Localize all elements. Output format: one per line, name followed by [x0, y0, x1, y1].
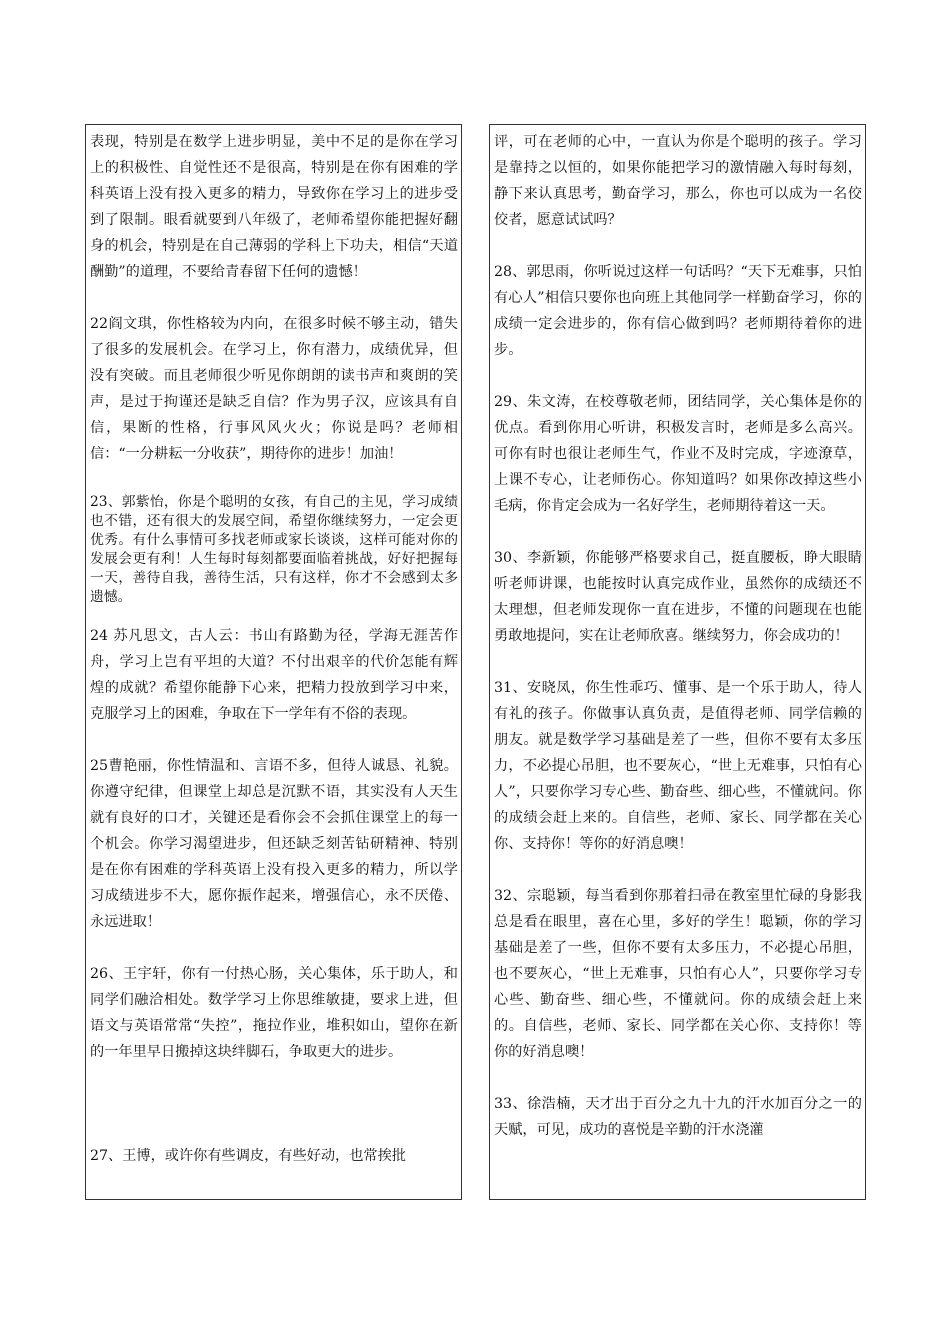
right-comment-column — [489, 124, 866, 1200]
paragraph-gap — [90, 285, 458, 311]
paragraph-gap — [494, 363, 862, 389]
comment-26: 26、王宇轩，你有一付热心肠，关心集体，乐于助人，和同学们融洽相处。数学学习上你思维敏捷，要求上进，但语文与英语常常“失控”，拖拉作业，堆积如山，望你在新的一年里早日搬掉这块绊脚石，争取更大的进步。 — [90, 966, 458, 1060]
paragraph-gap — [494, 1065, 862, 1091]
paragraph-gap — [494, 519, 862, 545]
comment-31: 31、安晓凤，你生性乖巧、懂事、是一个乐于助人，待人有礼的孩子。你做事认真负责，是值得老师、同学信赖的朋友。就是数学学习基础是差了一些，但你不要有太多压力，不必提心吊胆，也不要灰心，“世上无难事，只怕有心人”，只要你学习专心些、勤奋些、细心些，不懂就问。你的成绩会赶上来的。自信些，老师、家长、同学都在关心你、支持你！等你的好消息噢！ — [494, 680, 862, 852]
paragraph-gap — [90, 727, 458, 753]
comment-25: 25曹艳丽，你性情温和、言语不多，但待人诚恳、礼貌。你遵守纪律，但课堂上却总是沉默不语，其实没有人天生就有良好的口才，关键还是看你会不会抓住课堂上的每一个机会。你学习渴望进步，但还缺乏刻苦钻研精神、特别是在你有困难的学科英语上没有投入更多的精力，所以学习成绩进步不大，愿你振作起来，增强信心，永不厌倦、永远进取！ — [90, 758, 458, 930]
comment-24: 24 苏凡思文，古人云：书山有路勤为径，学海无涯苦作舟，学习上岂有平坦的大道？不付出艰辛的代价怎能有辉煌的成就？希望你能静下心来，把精力投放到学习中来，克服学习上的困难，争取在下一学年有不俗的表现。 — [90, 628, 458, 722]
paragraph-gap — [90, 607, 458, 623]
paragraph-gap — [494, 649, 862, 675]
comment-22: 22阎文琪，你性格较为内向，在很多时候不够主动，错失了很多的发展机会。在学习上，你有潜力，成绩优异，但没有突破。而且老师很少听见你朗朗的读书声和爽朗的笑声，是过于拘谨还是缺乏自信？作为男子汉，应该具有自信，果断的性格，行事风风火火；你说是吗？老师相信：“一分耕耘一分收获”，期待你的进步！加油！ — [90, 316, 458, 462]
comment-33-start: 33、徐浩楠，天才出于百分之九十九的汗水加百分之一的天赋，可见，成功的喜悦是辛勤的汗水浇灌 — [494, 1096, 862, 1138]
paragraph-gap — [90, 467, 458, 493]
comment-30: 30、李新颖，你能够严格要求自己，挺直腰板，睁大眼睛听老师讲课，也能按时认真完成作业，虽然你的成绩还不太理想，但老师发现你一直在进步，不懂的问题现在也能勇敢地提问，实在让老师欣喜。继续努力，你会成功的！ — [494, 550, 862, 644]
paragraph-gap — [90, 935, 458, 961]
comment-32: 32、宗聪颖，每当看到你那着扫帚在教室里忙碌的身影我总是看在眼里，喜在心里，多好的学生！聪颖，你的学习基础是差了一些，但你不要有太多压力，不必提心吊胆，也不要灰心，“世上无难事，只怕有心人”，只要你学习专心些、勤奋些、细心些，不懂就问。你的成绩会赶上来的。自信些，老师、家长、同学都在关心你、支持你！等你的好消息噢！ — [494, 888, 862, 1060]
paragraph-gap — [494, 857, 862, 883]
comment-23: 23、郭紫怡，你是个聪明的女孩，有自己的主见，学习成绩也不错，还有很大的发展空间，希望你继续努力，一定会更优秀。有什么事情可多找老师或家长谈谈，这样可能对你的发展会更有利！人生每时每刻都要面临着挑战，好好把握每一天，善待自我，善待生活，只有这样，你才不会感到太多遗憾。 — [90, 494, 458, 605]
comment-27-continued: 评，可在老师的心中，一直认为你是个聪明的孩子。学习是靠持之以恒的，如果你能把学习的激情融入每时每刻，静下来认真思考，勤奋学习，那么，你也可以成为一名佼佼者，愿意试试吗？ — [494, 134, 862, 228]
paragraph-gap — [90, 1065, 458, 1143]
comment-28: 28、郭思雨，你听说过这样一句话吗？“天下无难事，只怕有心人”相信只要你也向班上其他同学一样勤奋学习，你的成绩一定会进步的，你有信心做到吗？老师期待着你的进步。 — [494, 264, 862, 358]
paragraph-gap — [494, 233, 862, 259]
comment-29: 29、朱文涛，在校尊敬老师，团结同学，关心集体是你的优点。看到你用心听讲，积极发言时，老师是多么高兴。可你有时也很让老师生气，作业不及时完成，字迹潦草，上课不专心，让老师伤心。你知道吗？如果你改掉这些小毛病，你肯定会成为一名好学生，老师期待着这一天。 — [494, 394, 862, 514]
left-comment-column — [85, 124, 462, 1200]
comment-21-continued: 表现，特别是在数学上进步明显，美中不足的是你在学习上的积极性、自觉性还不是很高，特别是在你有困难的学科英语上没有投入更多的精力，导致你在学习上的进步受到了限制。眼看就要到八年级了，老师希望你能把握好翻身的机会，特别是在自己薄弱的学科上下功夫，相信“天道酬勤”的道理，不要给青春留下任何的遗憾！ — [90, 134, 458, 280]
comment-27-start: 27、王博，或许你有些调皮，有些好动，也常挨批 — [90, 1148, 406, 1164]
